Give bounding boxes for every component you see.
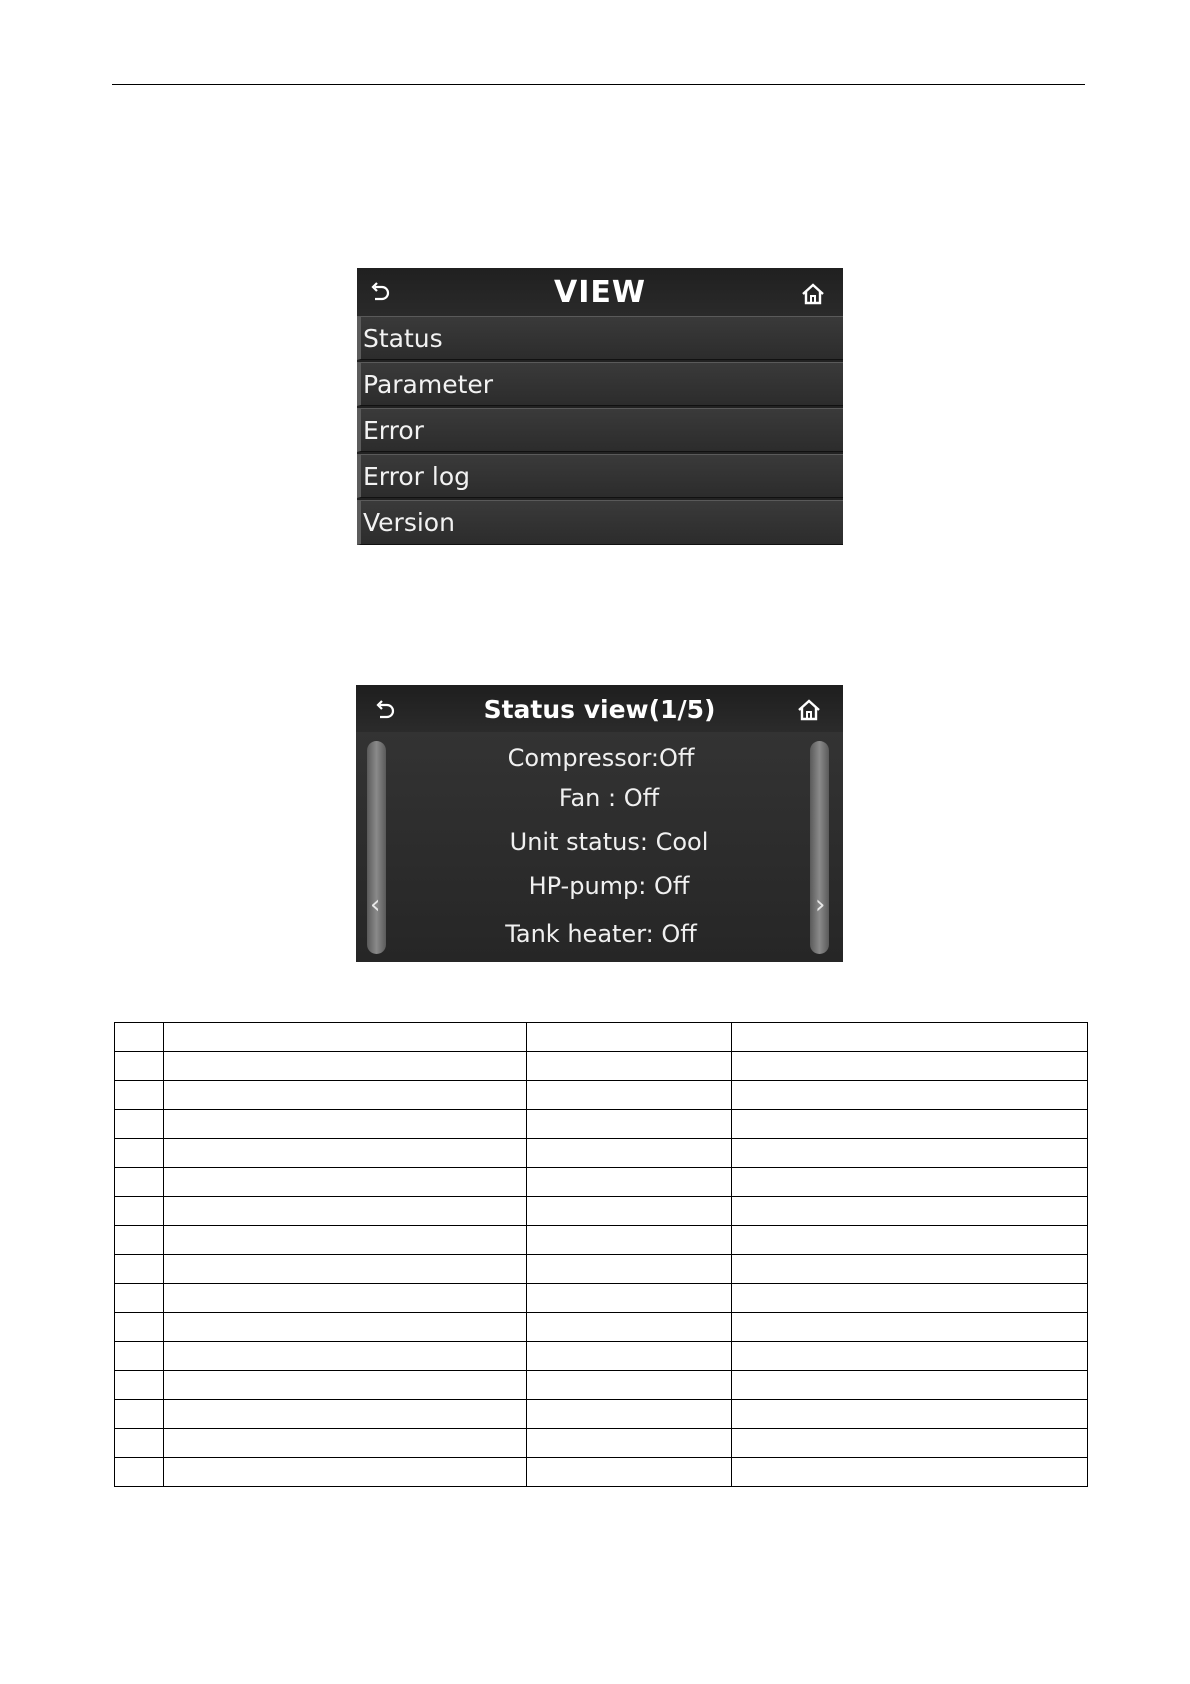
page-top-rule [112, 84, 1085, 85]
table-cell [164, 1400, 527, 1429]
menu-item-label: Error log [363, 462, 470, 491]
table-cell [527, 1284, 732, 1313]
table-cell [115, 1081, 164, 1110]
table-cell [732, 1313, 1088, 1342]
menu-item-status[interactable] [357, 316, 843, 360]
table-cell [164, 1371, 527, 1400]
table-row [115, 1023, 1088, 1052]
status-hp-pump: HP-pump: Off [528, 872, 690, 900]
table-cell [115, 1255, 164, 1284]
table-cell [115, 1284, 164, 1313]
table-row [115, 1458, 1088, 1487]
table-row [115, 1429, 1088, 1458]
table-cell [732, 1081, 1088, 1110]
table-row [115, 1052, 1088, 1081]
table-cell [115, 1110, 164, 1139]
table-cell [115, 1168, 164, 1197]
table-cell [732, 1052, 1088, 1081]
table-cell [115, 1400, 164, 1429]
table-cell [164, 1197, 527, 1226]
status-view-title: Status view(1/5) [483, 695, 716, 724]
table-cell [527, 1110, 732, 1139]
table-row [115, 1255, 1088, 1284]
table-row [115, 1139, 1088, 1168]
table-cell [732, 1429, 1088, 1458]
table-cell [527, 1458, 732, 1487]
table-cell [527, 1371, 732, 1400]
chevron-right-icon: › [815, 890, 826, 920]
table-cell [164, 1023, 527, 1052]
table-cell [164, 1342, 527, 1371]
table-cell [732, 1023, 1088, 1052]
table-cell [527, 1168, 732, 1197]
menu-item-version[interactable] [357, 500, 843, 545]
table-cell [527, 1400, 732, 1429]
table-cell [527, 1139, 732, 1168]
table-cell [527, 1429, 732, 1458]
table-cell [164, 1226, 527, 1255]
view-menu-header [357, 268, 843, 317]
table-cell [164, 1110, 527, 1139]
table-cell [732, 1458, 1088, 1487]
menu-item-label: Parameter [363, 370, 494, 399]
next-page-button[interactable] [810, 741, 829, 954]
table-cell [732, 1342, 1088, 1371]
status-view-screen [356, 685, 843, 962]
table-cell [164, 1313, 527, 1342]
table-cell [115, 1429, 164, 1458]
table-row [115, 1400, 1088, 1429]
table-cell [732, 1284, 1088, 1313]
table-cell [527, 1081, 732, 1110]
table-cell [527, 1255, 732, 1284]
table-row [115, 1168, 1088, 1197]
table-body [115, 1023, 1088, 1487]
view-menu-screen [357, 268, 843, 545]
table-row [115, 1313, 1088, 1342]
menu-item-label: Status [363, 324, 443, 353]
table-row [115, 1371, 1088, 1400]
menu-item-parameter[interactable] [357, 362, 843, 406]
table-row [115, 1226, 1088, 1255]
table-cell [115, 1023, 164, 1052]
table-cell [732, 1168, 1088, 1197]
table-row [115, 1110, 1088, 1139]
status-compressor: Compressor:Off [507, 744, 695, 772]
menu-item-error[interactable] [357, 408, 843, 452]
menu-item-label: Version [363, 508, 455, 537]
menu-item-error-log[interactable] [357, 454, 843, 498]
chevron-left-icon: ‹ [370, 890, 381, 920]
table-cell [115, 1313, 164, 1342]
home-icon[interactable] [796, 698, 822, 726]
status-unit: Unit status: Cool [509, 828, 709, 856]
table-row [115, 1081, 1088, 1110]
home-icon[interactable] [800, 282, 826, 310]
status-view-header [356, 685, 843, 732]
table-cell [164, 1081, 527, 1110]
table-cell [732, 1226, 1088, 1255]
table-cell [164, 1139, 527, 1168]
status-tank-heater: Tank heater: Off [505, 920, 697, 948]
table-row [115, 1197, 1088, 1226]
page-title: VIEW [554, 275, 646, 310]
table-row [115, 1284, 1088, 1313]
table-cell [732, 1255, 1088, 1284]
table-cell [527, 1313, 732, 1342]
table-cell [115, 1371, 164, 1400]
table-cell [164, 1284, 527, 1313]
table-cell [527, 1197, 732, 1226]
table-cell [732, 1110, 1088, 1139]
table-cell [115, 1052, 164, 1081]
table-cell [115, 1139, 164, 1168]
table-cell [115, 1342, 164, 1371]
table-cell [115, 1226, 164, 1255]
table-cell [115, 1197, 164, 1226]
table-cell [732, 1139, 1088, 1168]
table-row [115, 1342, 1088, 1371]
table-cell [527, 1023, 732, 1052]
parameter-table [114, 1022, 1088, 1487]
table-cell [164, 1255, 527, 1284]
table-cell [164, 1168, 527, 1197]
table-cell [732, 1371, 1088, 1400]
table-cell [164, 1458, 527, 1487]
table-cell [164, 1429, 527, 1458]
table-cell [164, 1052, 527, 1081]
table-cell [115, 1458, 164, 1487]
table-cell [527, 1052, 732, 1081]
table-cell [527, 1342, 732, 1371]
prev-page-button[interactable] [367, 741, 386, 954]
table-cell [732, 1400, 1088, 1429]
status-fan: Fan : Off [558, 784, 660, 812]
table-cell [732, 1197, 1088, 1226]
table-cell [527, 1226, 732, 1255]
menu-item-label: Error [363, 416, 424, 445]
